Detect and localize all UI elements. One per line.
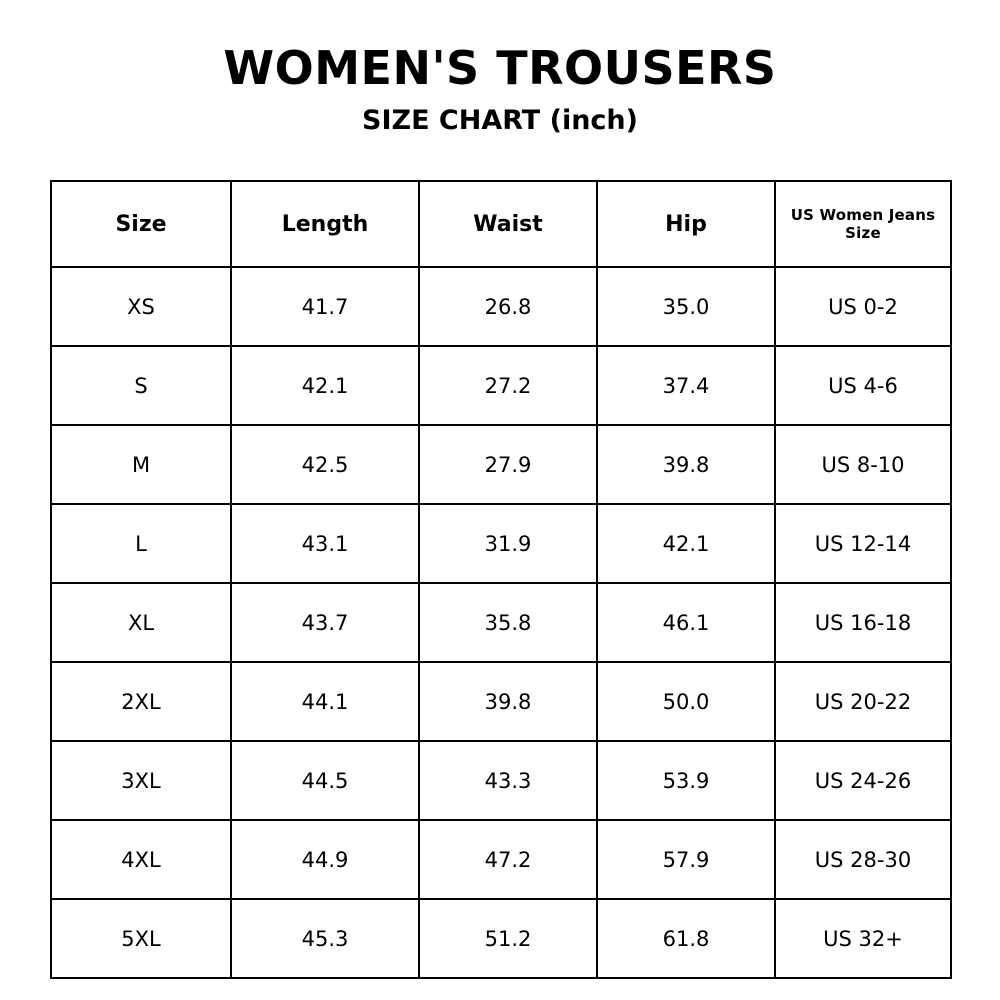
cell-size: L — [51, 504, 231, 583]
cell-hip: 61.8 — [597, 899, 775, 978]
size-chart-table-wrap — [50, 180, 950, 979]
cell-hip: 42.1 — [597, 504, 775, 583]
table-row — [51, 820, 951, 899]
table-row — [51, 504, 951, 583]
column-header-us-women-jeans-size: US Women Jeans Size — [775, 181, 951, 267]
cell-waist: 43.3 — [419, 741, 597, 820]
cell-length: 44.9 — [231, 820, 419, 899]
cell-waist: 26.8 — [419, 267, 597, 346]
cell-length: 41.7 — [231, 267, 419, 346]
cell-hip: 35.0 — [597, 267, 775, 346]
cell-us-size: US 32+ — [775, 899, 951, 978]
cell-waist: 51.2 — [419, 899, 597, 978]
cell-waist: 47.2 — [419, 820, 597, 899]
cell-hip: 37.4 — [597, 346, 775, 425]
cell-waist: 27.2 — [419, 346, 597, 425]
table-row — [51, 267, 951, 346]
column-header-hip: Hip — [597, 181, 775, 267]
cell-hip: 53.9 — [597, 741, 775, 820]
column-header-waist: Waist — [419, 181, 597, 267]
column-header-size: Size — [51, 181, 231, 267]
table-row — [51, 583, 951, 662]
cell-waist: 39.8 — [419, 662, 597, 741]
table-row — [51, 425, 951, 504]
cell-hip: 57.9 — [597, 820, 775, 899]
size-chart-table — [50, 180, 952, 979]
cell-us-size: US 16-18 — [775, 583, 951, 662]
cell-size: 4XL — [51, 820, 231, 899]
table-row — [51, 899, 951, 978]
table-header-row — [51, 181, 951, 267]
table-header — [51, 181, 951, 267]
cell-size: XS — [51, 267, 231, 346]
cell-us-size: US 12-14 — [775, 504, 951, 583]
cell-length: 45.3 — [231, 899, 419, 978]
cell-us-size: US 28-30 — [775, 820, 951, 899]
cell-length: 42.5 — [231, 425, 419, 504]
column-header-length: Length — [231, 181, 419, 267]
page-subtitle: SIZE CHART (inch) — [362, 105, 638, 136]
cell-length: 44.5 — [231, 741, 419, 820]
cell-size: XL — [51, 583, 231, 662]
cell-waist: 31.9 — [419, 504, 597, 583]
cell-us-size: US 4-6 — [775, 346, 951, 425]
page-title: WOMEN'S TROUSERS — [223, 41, 777, 95]
table-row — [51, 662, 951, 741]
table-row — [51, 346, 951, 425]
cell-size: M — [51, 425, 231, 504]
table-row — [51, 741, 951, 820]
cell-length: 42.1 — [231, 346, 419, 425]
cell-hip: 39.8 — [597, 425, 775, 504]
cell-waist: 35.8 — [419, 583, 597, 662]
cell-size: 5XL — [51, 899, 231, 978]
cell-size: 3XL — [51, 741, 231, 820]
cell-hip: 46.1 — [597, 583, 775, 662]
cell-size: 2XL — [51, 662, 231, 741]
cell-length: 43.1 — [231, 504, 419, 583]
cell-waist: 27.9 — [419, 425, 597, 504]
table-body — [51, 267, 951, 978]
cell-hip: 50.0 — [597, 662, 775, 741]
cell-us-size: US 20-22 — [775, 662, 951, 741]
cell-us-size: US 8-10 — [775, 425, 951, 504]
cell-length: 43.7 — [231, 583, 419, 662]
cell-length: 44.1 — [231, 662, 419, 741]
cell-us-size: US 24-26 — [775, 741, 951, 820]
cell-size: S — [51, 346, 231, 425]
cell-us-size: US 0-2 — [775, 267, 951, 346]
